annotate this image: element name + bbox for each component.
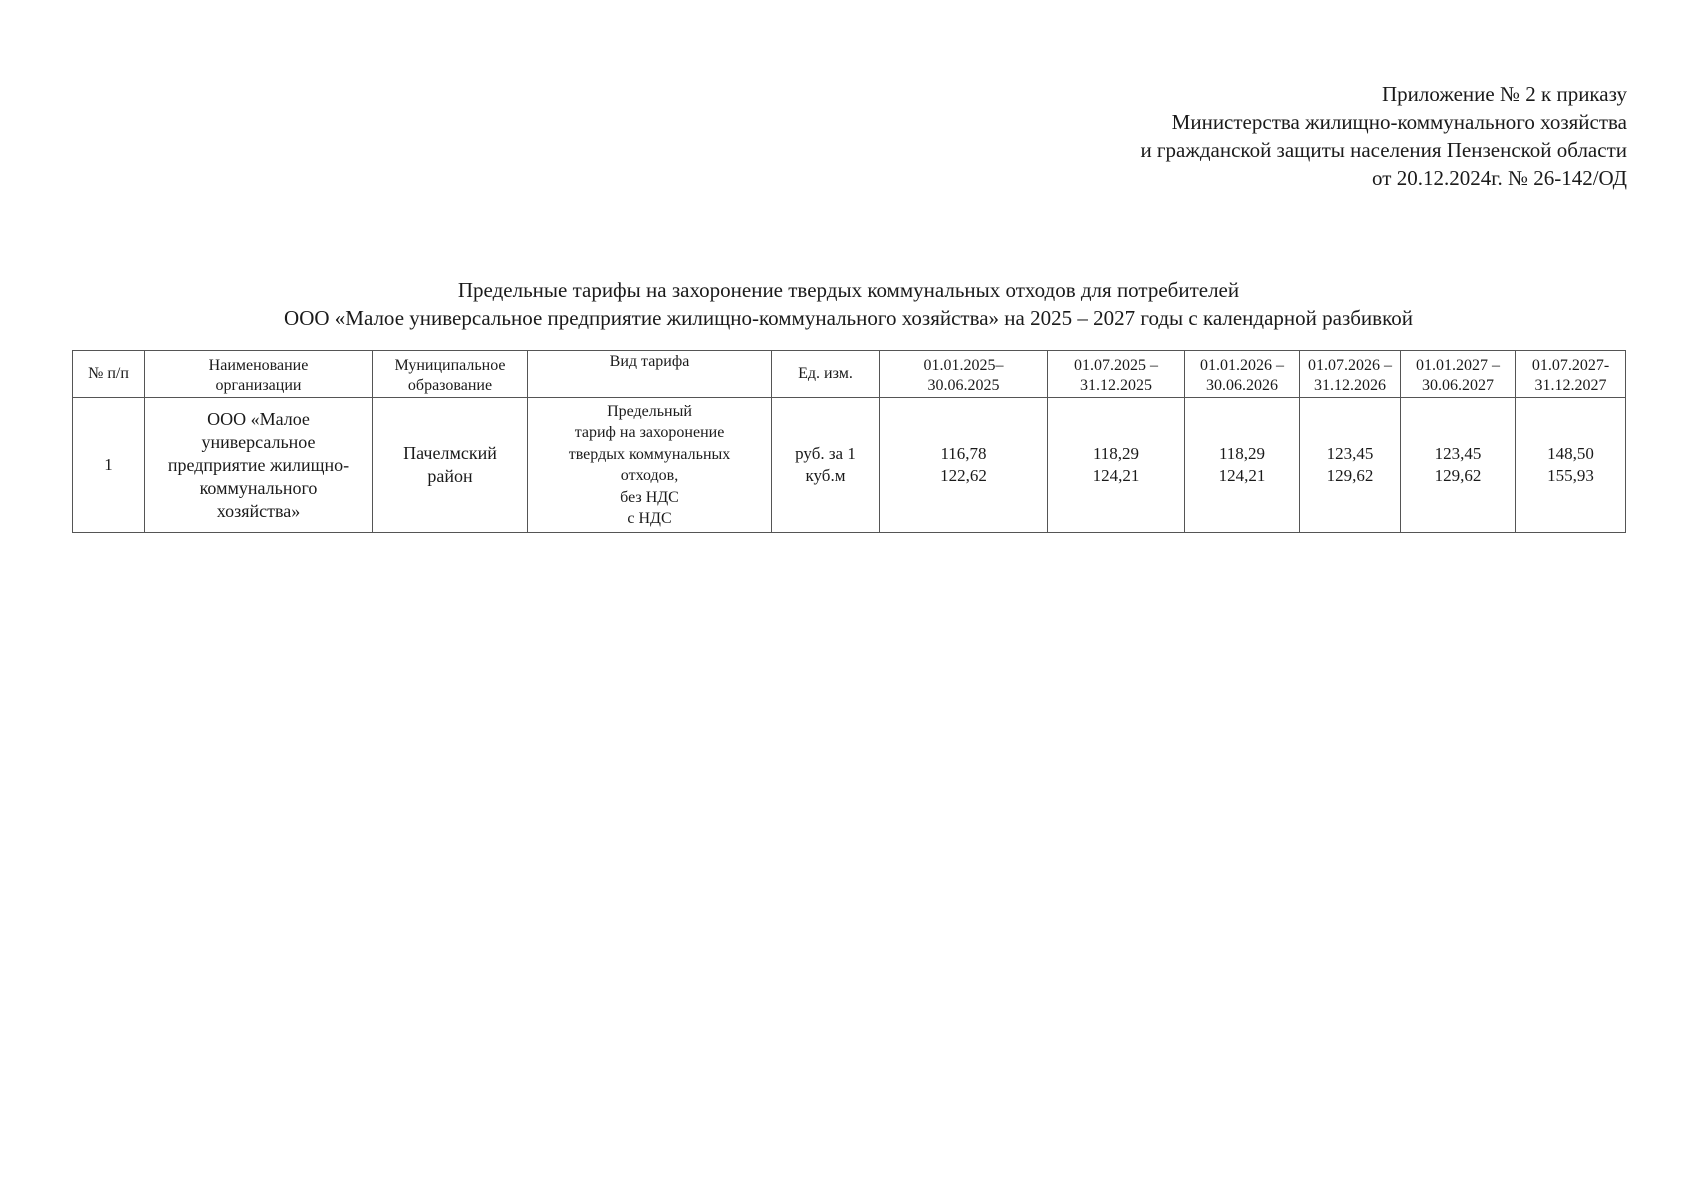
cell-period-6: 148,50 155,93 xyxy=(1516,398,1626,533)
header-num: № п/п xyxy=(73,351,145,398)
cell-period-3: 118,29 124,21 xyxy=(1185,398,1300,533)
title-line: ООО «Малое универсальное предприятие жилищно-коммунального хозяйства» на 2025 – 2027 годы с календарной разбивкой xyxy=(284,306,1413,330)
appendix-line: от 20.12.2024г. № 26-142/ОД xyxy=(1372,166,1627,190)
cell-org: ООО «Малое универсальное предприятие жилищно- коммунального хозяйства» xyxy=(145,398,373,533)
header-period-5: 01.01.2027 – 30.06.2027 xyxy=(1401,351,1516,398)
header-period-6: 01.07.2027- 31.12.2027 xyxy=(1516,351,1626,398)
cell-period-1: 116,78 122,62 xyxy=(880,398,1048,533)
header-period-4: 01.07.2026 – 31.12.2026 xyxy=(1300,351,1401,398)
table-row xyxy=(73,398,1626,533)
tariff-table xyxy=(72,350,1626,533)
table-header-row xyxy=(73,351,1626,398)
header-period-1: 01.01.2025– 30.06.2025 xyxy=(880,351,1048,398)
header-org: Наименование организации xyxy=(145,351,373,398)
cell-muni: Пачелмский район xyxy=(373,398,528,533)
cell-period-5: 123,45 129,62 xyxy=(1401,398,1516,533)
appendix-header xyxy=(1140,80,1627,192)
document-title xyxy=(0,276,1697,332)
cell-num: 1 xyxy=(73,398,145,533)
appendix-line: Министерства жилищно-коммунального хозяйства xyxy=(1171,110,1627,134)
cell-period-2: 118,29 124,21 xyxy=(1048,398,1185,533)
title-line: Предельные тарифы на захоронение твердых коммунальных отходов для потребителей xyxy=(457,278,1240,302)
header-vid: Вид тарифа xyxy=(528,351,772,398)
cell-vid: Предельный тариф на захоронение твердых коммунальных отходов, без НДС с НДС xyxy=(528,398,772,533)
header-period-3: 01.01.2026 – 30.06.2026 xyxy=(1185,351,1300,398)
cell-period-4: 123,45 129,62 xyxy=(1300,398,1401,533)
appendix-line: Приложение № 2 к приказу xyxy=(1382,82,1627,106)
appendix-line: и гражданской защиты населения Пензенской области xyxy=(1140,138,1627,162)
cell-unit: руб. за 1 куб.м xyxy=(772,398,880,533)
header-period-2: 01.07.2025 – 31.12.2025 xyxy=(1048,351,1185,398)
header-unit: Ед. изм. xyxy=(772,351,880,398)
header-muni: Муниципальное образование xyxy=(373,351,528,398)
